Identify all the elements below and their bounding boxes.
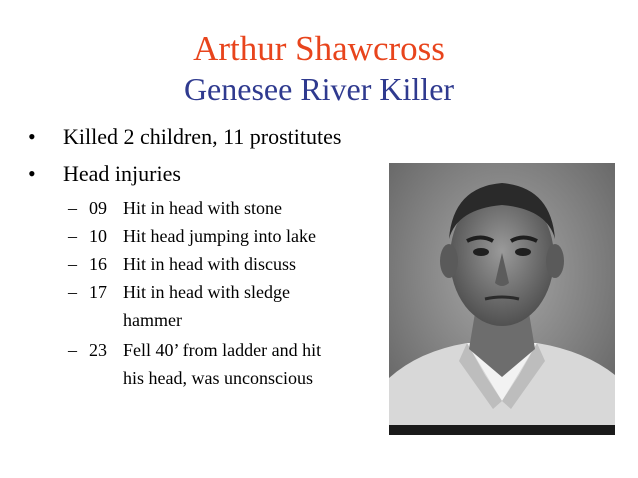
sub-item-number: 17 [89, 282, 107, 302]
slide-title: Arthur Shawcross [193, 29, 445, 68]
bullet-marker: • [28, 124, 36, 149]
sub-item-text: Hit in head with sledge [123, 282, 290, 302]
sub-item-text: Hit head jumping into lake [123, 226, 316, 246]
sub-item-continuation: hammer [123, 310, 182, 330]
portrait-photo [389, 163, 615, 435]
bullet-item [28, 163, 181, 185]
sub-item-text: Hit in head with discuss [123, 254, 296, 274]
sub-item-text: Hit in head with stone [123, 198, 282, 218]
sub-item [68, 341, 321, 359]
slide-subtitle: Genesee River Killer [183, 71, 455, 107]
sub-item [68, 199, 282, 217]
sub-item-marker: – [68, 226, 77, 246]
sub-item [68, 283, 290, 301]
sub-item-marker: – [68, 198, 77, 218]
sub-item [68, 255, 296, 273]
sub-item [68, 227, 316, 245]
portrait-photo-icon [389, 163, 615, 435]
bullet-marker: • [28, 161, 36, 186]
sub-item-number: 23 [89, 340, 107, 360]
sub-item-number: 16 [89, 254, 107, 274]
bullet-text: Head injuries [63, 161, 181, 186]
bullet-text: Killed 2 children, 11 prostitutes [63, 124, 342, 149]
sub-item-number: 10 [89, 226, 107, 246]
sub-item-number: 09 [89, 198, 107, 218]
sub-item-marker: – [68, 282, 77, 302]
sub-item-continuation: his head, was unconscious [123, 368, 313, 388]
sub-item-marker: – [68, 340, 77, 360]
sub-item-marker: – [68, 254, 77, 274]
bullet-item [28, 126, 341, 148]
sub-item-text: Fell 40’ from ladder and hit [123, 340, 322, 360]
